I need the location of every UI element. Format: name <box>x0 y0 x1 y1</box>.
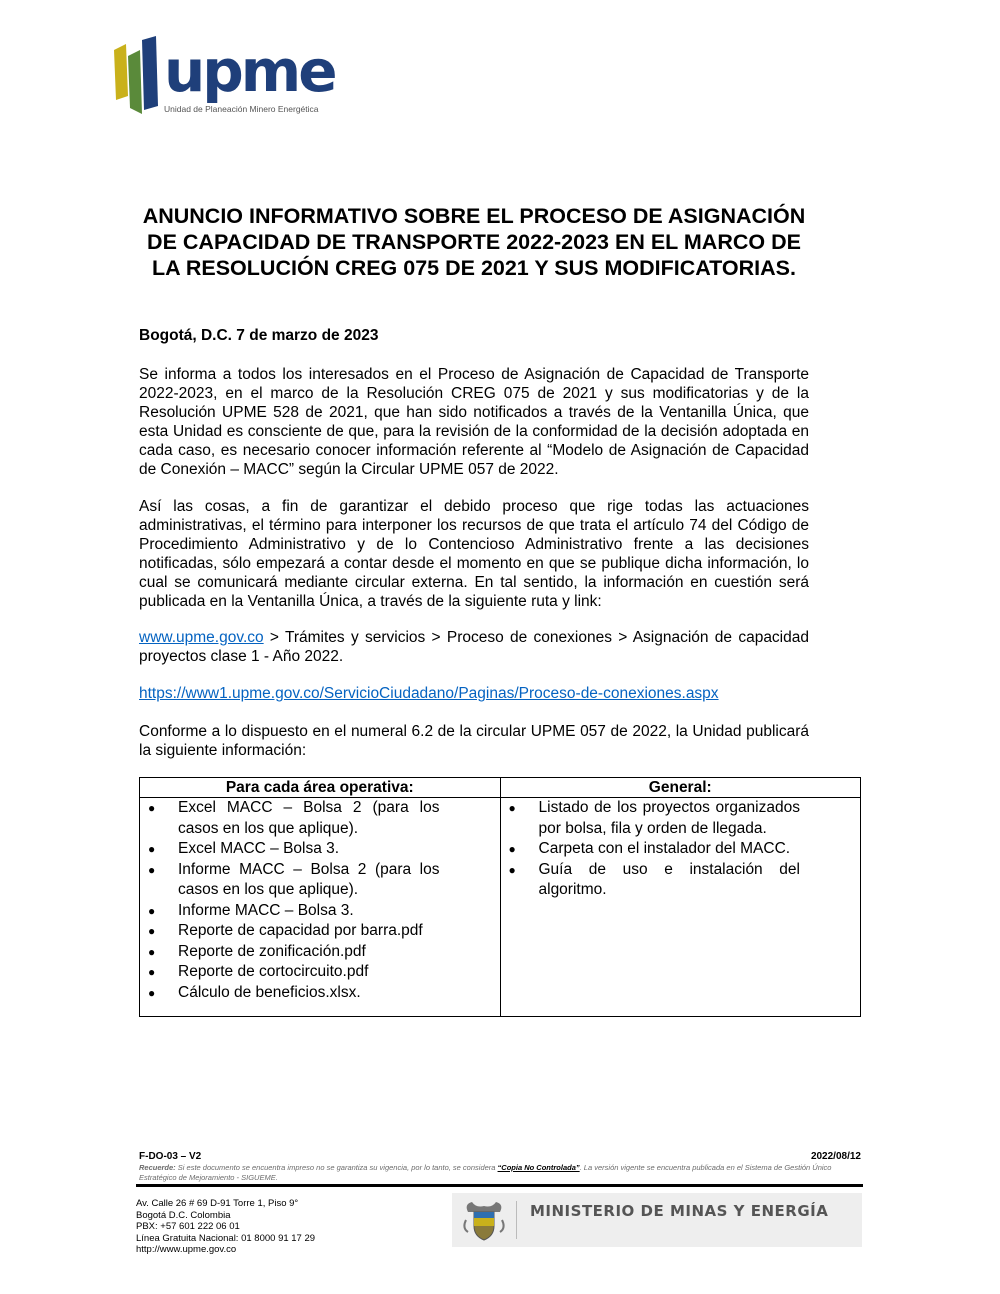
footer-note-label: Recuerde: <box>139 1163 176 1172</box>
upme-wordmark: upme <box>164 37 335 105</box>
ministry-banner <box>452 1193 862 1247</box>
footer-version-date: 2022/08/12 <box>810 1151 861 1162</box>
address-line: http://www.upme.gov.co <box>136 1244 237 1255</box>
address-line: Bogotá D.C. Colombia <box>136 1209 231 1221</box>
list-item: ● Reporte de zonificación.pdf <box>140 942 500 963</box>
coat-of-arms-icon <box>462 1198 506 1242</box>
list-item: ● Guía de uso e instalación del algoritmo. <box>501 860 861 901</box>
list-item: ● Informe MACC – Bolsa 2 (para los casos en los que aplique). <box>140 860 500 901</box>
footer-note-text-a: Si este documento se encuentra impreso no se garantiza su vigencia, por lo tanto, se considera <box>175 1163 498 1172</box>
list-item: ● Cálculo de beneficios.xlsx. <box>140 983 500 1004</box>
upme-logo <box>112 36 335 122</box>
general-list <box>501 798 861 901</box>
list-item: ● Excel MACC – Bolsa 2 (para los casos en los que aplique). <box>140 798 500 839</box>
connections-process-link[interactable]: https://www1.upme.gov.co/ServicioCiudadano/Paginas/Proceso-de-conexiones.aspx <box>139 685 719 702</box>
url-paragraph <box>139 684 809 703</box>
list-item: ● Excel MACC – Bolsa 3. <box>140 839 500 860</box>
upme-logo-mark <box>112 36 162 116</box>
list-item: ● Informe MACC – Bolsa 3. <box>140 901 500 922</box>
address-line: Av. Calle 26 # 69 D-91 Torre 1, Piso 9° <box>136 1198 299 1209</box>
list-item: ● Carpeta con el instalador del MACC. <box>501 839 861 860</box>
table-header-general: General: <box>500 778 861 798</box>
information-table <box>139 777 861 1017</box>
footer-note-uncontrolled: “Copia No Controlada” <box>497 1163 580 1172</box>
address-line: PBX: +57 601 222 06 01 <box>136 1221 240 1232</box>
footer-address <box>136 1198 315 1256</box>
upme-site-link[interactable]: www.upme.gov.co <box>139 629 264 646</box>
list-item: ● Reporte de cortocircuito.pdf <box>140 962 500 983</box>
list-item: ● Listado de los proyectos organizados por bolsa, fila y orden de llegada. <box>501 798 861 839</box>
footer-note-text-b: . La versión vigente se encuentra publicada en el Sistema de Gestión Único Estratégico de Mejoramiento - SIGUEME. <box>139 1163 832 1182</box>
document-date: Bogotá, D.C. 7 de marzo de 2023 <box>139 327 379 344</box>
document-title: ANUNCIO INFORMATIVO SOBRE EL PROCESO DE ASIGNACIÓN DE CAPACIDAD DE TRANSPORTE 2022-2023 EN EL MARCO DE LA RESOLUCIÓN CREG 075 DE 2021 Y SUS MODIFICATORIAS. <box>142 204 806 280</box>
route-paragraph <box>139 628 809 666</box>
footer-divider <box>136 1184 863 1187</box>
table-cell-general <box>500 798 861 1017</box>
paragraph-3: Conforme a lo dispuesto en el numeral 6.2 de la circular UPME 057 de 2022, la Unidad publicará la siguiente información: <box>139 723 809 759</box>
address-line: Línea Gratuita Nacional: 01 8000 91 17 29 <box>136 1232 316 1244</box>
footer-document-code: F-DO-03 – V2 <box>139 1151 202 1162</box>
ministry-name: MINISTERIO DE MINAS Y ENERGÍA <box>530 1202 829 1220</box>
ministry-separator <box>516 1201 517 1239</box>
paragraph-1: Se informa a todos los interesados en el Proceso de Asignación de Capacidad de Transporte 2022-2023, en el marco de la Resolución CREG 075 de 2021 y sus modificatorias y de la Resolución UPME 528 de 2021, que han sido notificados a través de la Ventanilla Única, que esta Unidad es consciente de que, para la revisión de la conformidad de la decisión adoptada en cada caso, es necesario conocer información referente al “Modelo de Asignación de Capacidad de Conexión – MACC” según la Circular UPME 057 de 2022. <box>139 366 809 478</box>
operative-area-list <box>140 798 500 1003</box>
route-path: > Trámites y servicios > Proceso de conexiones > Asignación de capacidad proyectos clase 1 - Año 2022. <box>139 629 809 665</box>
upme-subtitle: Unidad de Planeación Minero Energética <box>164 104 319 114</box>
footer-note <box>139 1163 863 1182</box>
paragraph-2: Así las cosas, a fin de garantizar el debido proceso que rige todas las actuaciones administrativas, el término para interponer los recursos de que trata el artículo 74 del Código de Procedimiento Administrativo y de lo Contencioso Administrativo frente a las decisiones notificadas, sólo empezará a contar desde el momento en que se publique dicha información, lo cual se comunicará mediante circular externa. En tal sentido, la información en cuestión será publicada en la Ventanilla Única, a través de la siguiente ruta y link: <box>139 498 809 610</box>
list-item: ● Reporte de capacidad por barra.pdf <box>140 921 500 942</box>
table-header-operative-area: Para cada área operativa: <box>140 778 501 798</box>
table-cell-operative-area <box>140 798 501 1017</box>
